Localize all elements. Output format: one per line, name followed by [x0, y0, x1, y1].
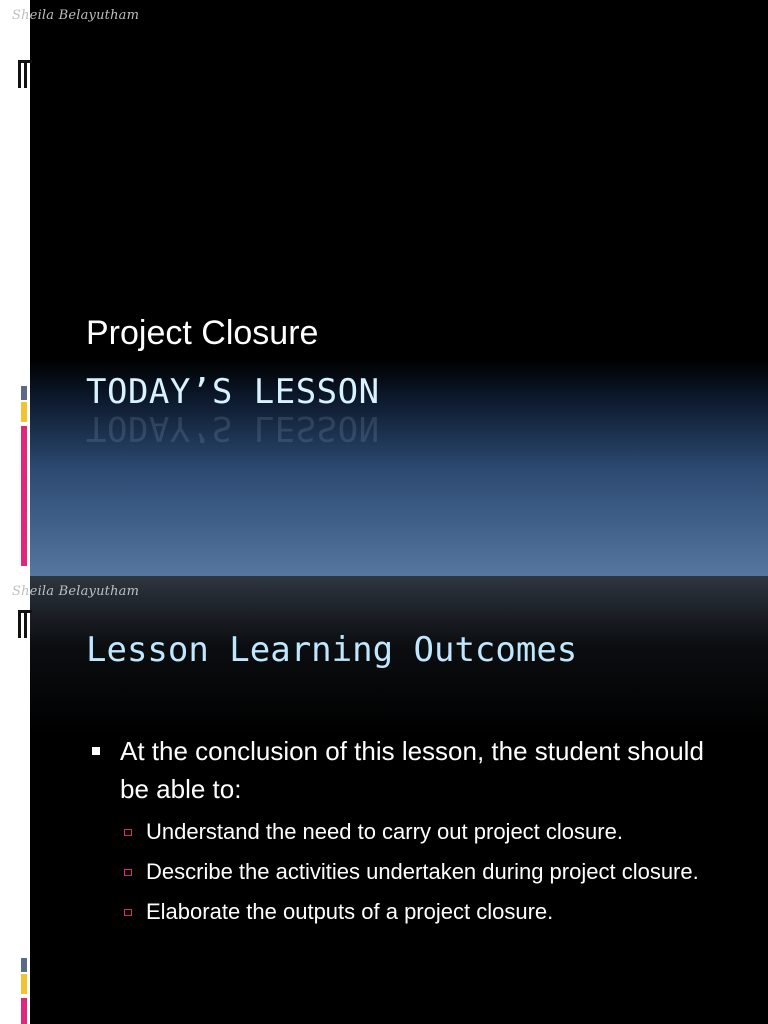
bracket-icon [18, 610, 32, 638]
sub-bullet-text: Describe the activities undertaken during project closure. [146, 859, 699, 884]
sub-bullet [86, 896, 726, 928]
hollow-square-bullet-icon [124, 909, 132, 916]
slide-title-reflection: TODAY’S LESSON [86, 408, 380, 448]
slide-title-text: TODAY’S LESSON [86, 372, 380, 412]
accent-bar-blue [21, 386, 27, 400]
left-strip [0, 576, 30, 1024]
bullet-list [86, 732, 726, 928]
hollow-square-bullet-icon [124, 869, 132, 876]
main-bullet-text: At the conclusion of this lesson, the student should be able to: [120, 736, 704, 804]
bracket-icon [18, 60, 32, 88]
watermark: Sheila Belayutham [12, 8, 140, 23]
square-bullet-icon [92, 747, 100, 755]
accent-bar-yellow [21, 402, 27, 422]
hollow-square-bullet-icon [124, 829, 132, 836]
sub-bullet-text: Elaborate the outputs of a project closure. [146, 899, 554, 924]
sub-bullet [86, 856, 726, 888]
sub-bullet [86, 816, 726, 848]
accent-bar-yellow [21, 974, 27, 994]
main-bullet [86, 732, 726, 808]
accent-bar-blue [21, 958, 27, 972]
slide-title-text: Lesson Learning Outcomes [86, 630, 578, 670]
watermark: Sheila Belayutham [12, 584, 140, 599]
slide-outcomes [0, 576, 768, 1024]
accent-bar-pink [21, 426, 27, 566]
accent-bar-pink [21, 998, 27, 1024]
slide-subtitle: Project Closure [86, 314, 319, 352]
sub-bullet-text: Understand the need to carry out project closure. [146, 819, 623, 844]
